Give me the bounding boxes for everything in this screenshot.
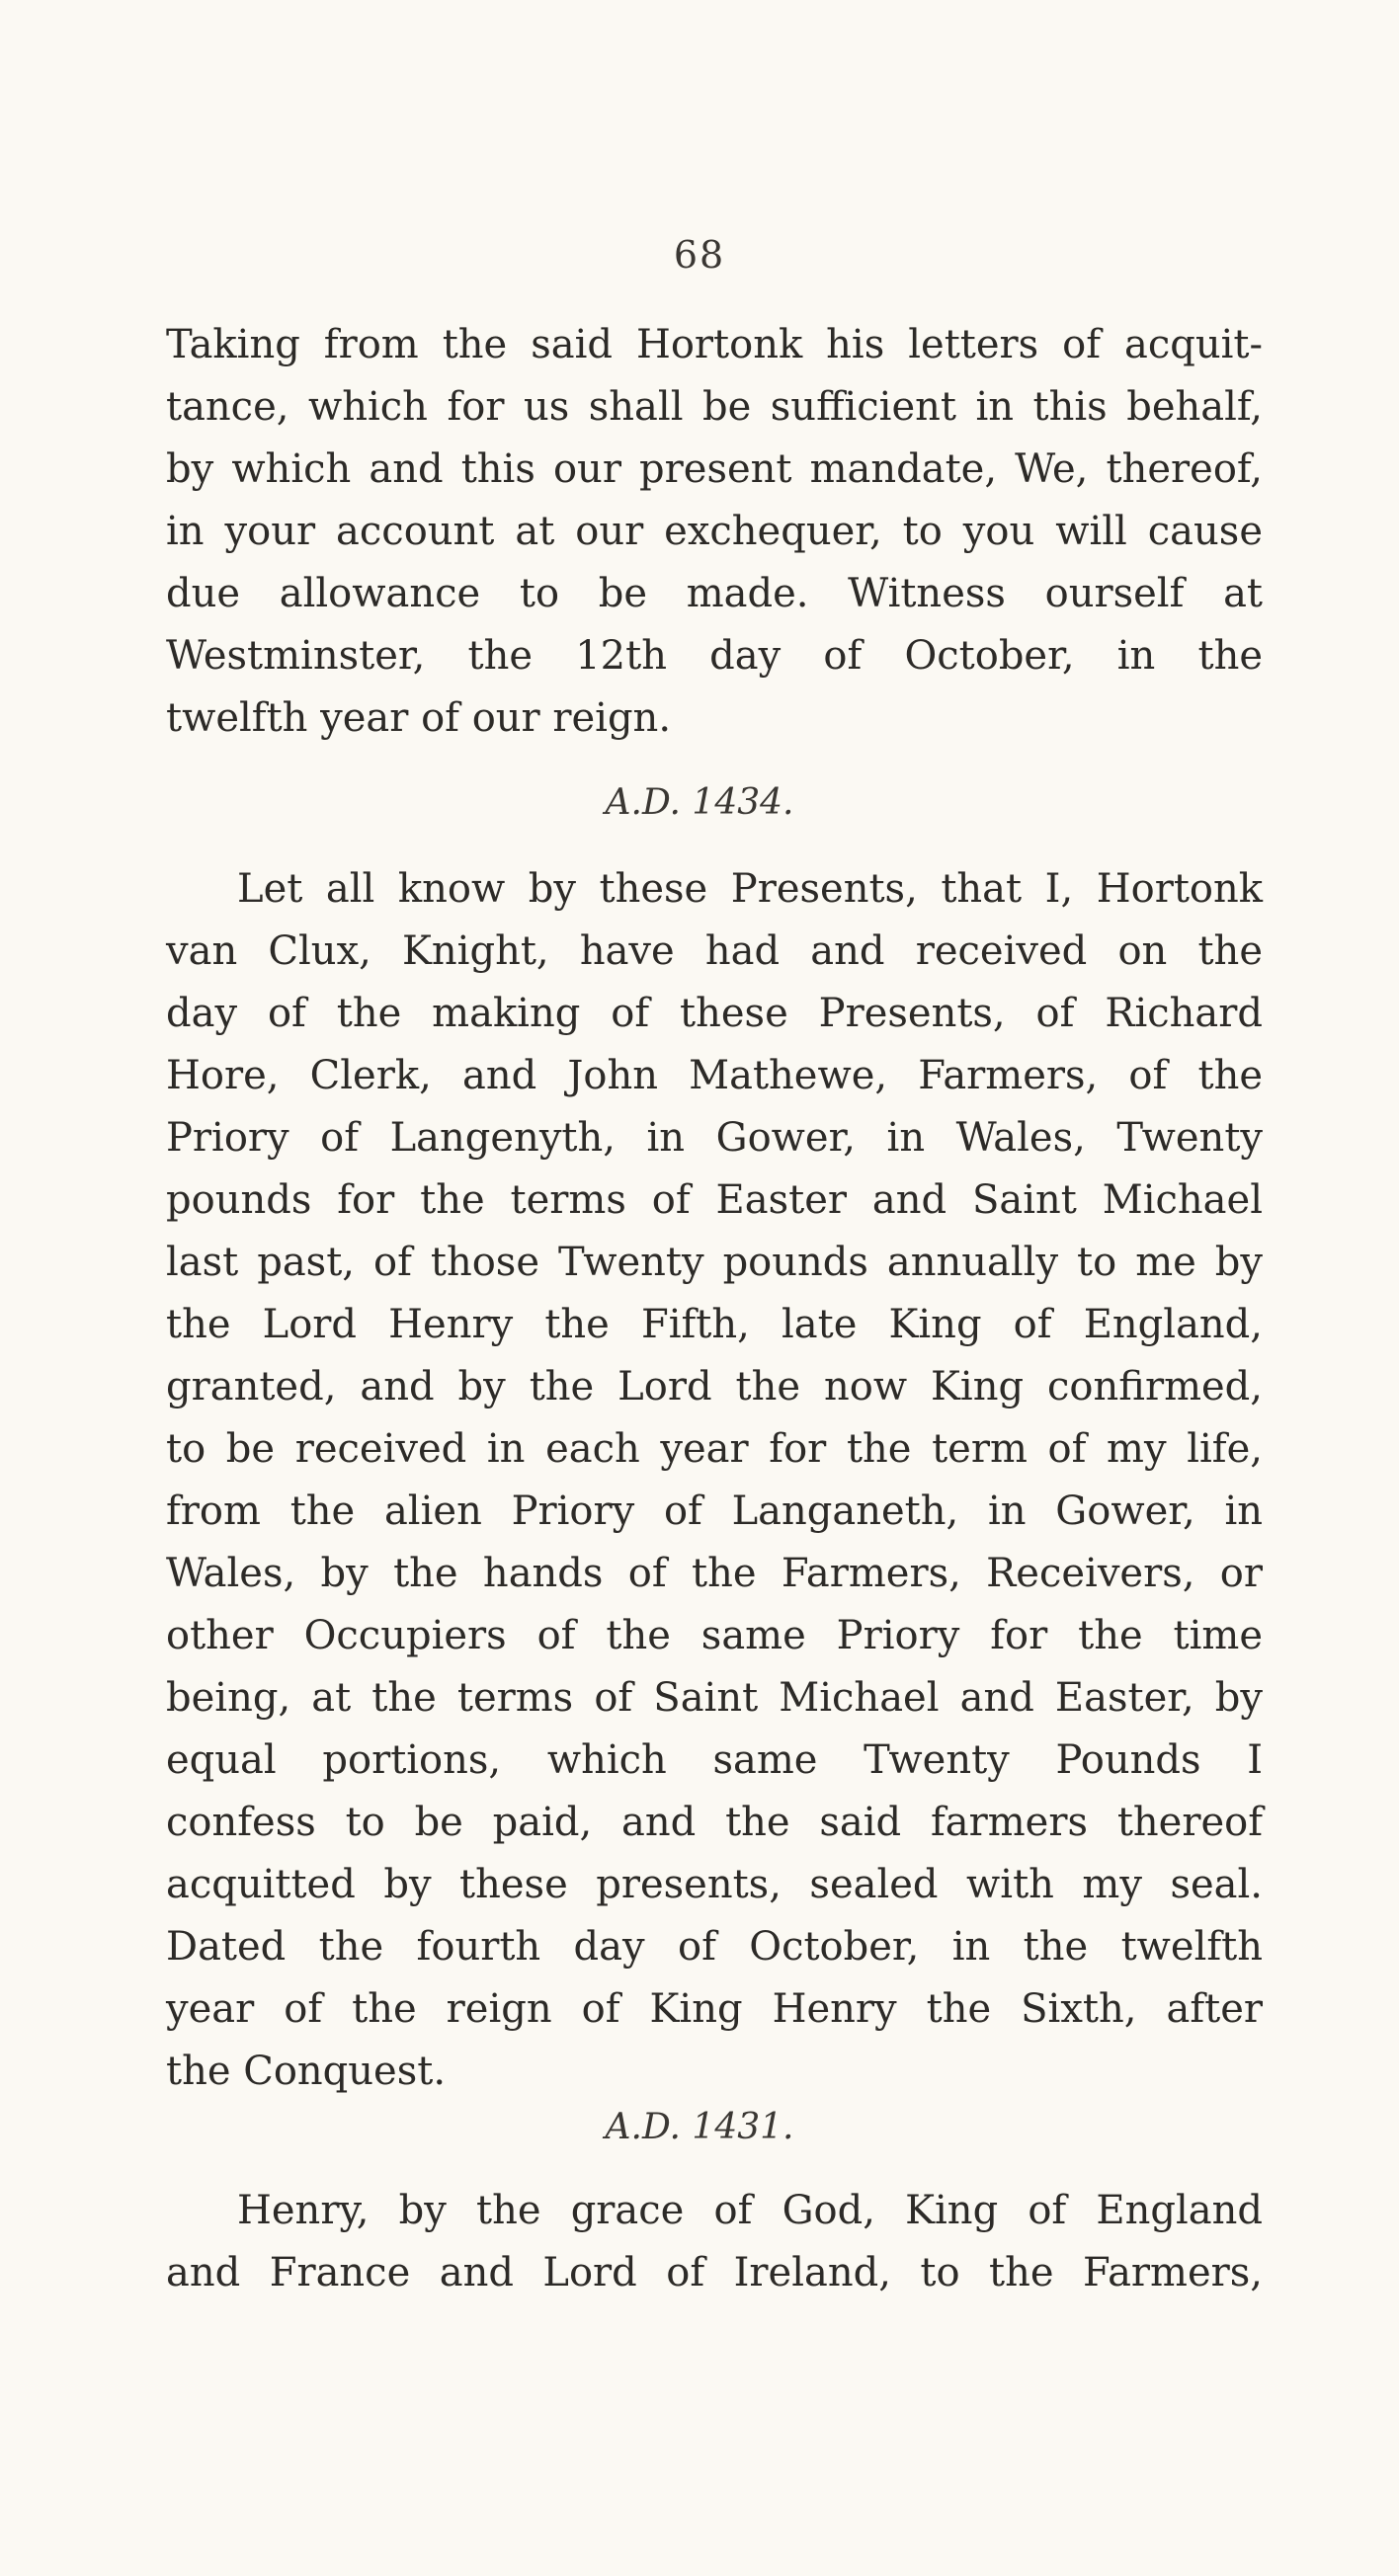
text-line: Let all know by these Presents, that I, Hortonk bbox=[237, 866, 1263, 912]
text-line: Wales, by the hands of the Farmers, Receivers, or bbox=[166, 1551, 1263, 1596]
text-line: by which and this our present mandate, We, thereof, bbox=[166, 446, 1263, 492]
text-line: the Conquest. bbox=[166, 2049, 447, 2094]
text-line: last past, of those Twenty pounds annually to me by bbox=[166, 1240, 1263, 1285]
text-line: van Clux, Knight, have had and received on the bbox=[166, 928, 1263, 974]
text-line: confess to be paid, and the said farmers thereof bbox=[166, 1800, 1263, 1845]
text-line: tance, which for us shall be sufficient in this behalf, bbox=[166, 384, 1263, 430]
text-line: and France and Lord of Ireland, to the Farmers, bbox=[166, 2250, 1263, 2295]
text-line: in your account at our exchequer, to you will cause bbox=[166, 509, 1263, 554]
text-line: from the alien Priory of Langaneth, in Gower, in bbox=[166, 1489, 1263, 1534]
text-line: day of the making of these Presents, of Richard bbox=[166, 991, 1263, 1036]
text-line: pounds for the terms of Easter and Saint Michael bbox=[166, 1177, 1263, 1223]
text-line: Taking from the said Hortonk his letters of acquit- bbox=[166, 322, 1263, 367]
text-line: Priory of Langenyth, in Gower, in Wales, Twenty bbox=[166, 1115, 1263, 1161]
page-number: 68 bbox=[673, 233, 726, 277]
date-heading: A.D. 1431. bbox=[605, 2107, 794, 2147]
text-line: other Occupiers of the same Priory for the time bbox=[166, 1613, 1263, 1658]
text-line: being, at the terms of Saint Michael and Easter, by bbox=[166, 1675, 1263, 1721]
text-line: Westminster, the 12th day of October, in the bbox=[166, 633, 1263, 679]
text-line: acquitted by these presents, sealed with my seal. bbox=[166, 1862, 1263, 1907]
text-line: Hore, Clerk, and John Mathewe, Farmers, of the bbox=[166, 1053, 1263, 1098]
date-heading: A.D. 1434. bbox=[605, 782, 794, 823]
text-line: granted, and by the Lord the now King confirmed, bbox=[166, 1364, 1263, 1409]
text-line: year of the reign of King Henry the Sixth, after bbox=[166, 1986, 1263, 2032]
text-line: the Lord Henry the Fifth, late King of England, bbox=[166, 1302, 1263, 1347]
text-line: twelfth year of our reign. bbox=[166, 695, 672, 741]
text-line: Dated the fourth day of October, in the twelfth bbox=[166, 1924, 1263, 1970]
paragraph-3 bbox=[166, 2180, 1263, 2304]
text-line: to be received in each year for the term of my life, bbox=[166, 1426, 1263, 1472]
text-line: Henry, by the grace of God, King of England bbox=[237, 2188, 1263, 2233]
text-line: equal portions, which same Twenty Pounds I bbox=[166, 1737, 1263, 1783]
text-line: due allowance to be made. Witness ourself at bbox=[166, 571, 1263, 616]
paragraph-1 bbox=[166, 314, 1263, 750]
paragraph-2 bbox=[166, 858, 1263, 2103]
